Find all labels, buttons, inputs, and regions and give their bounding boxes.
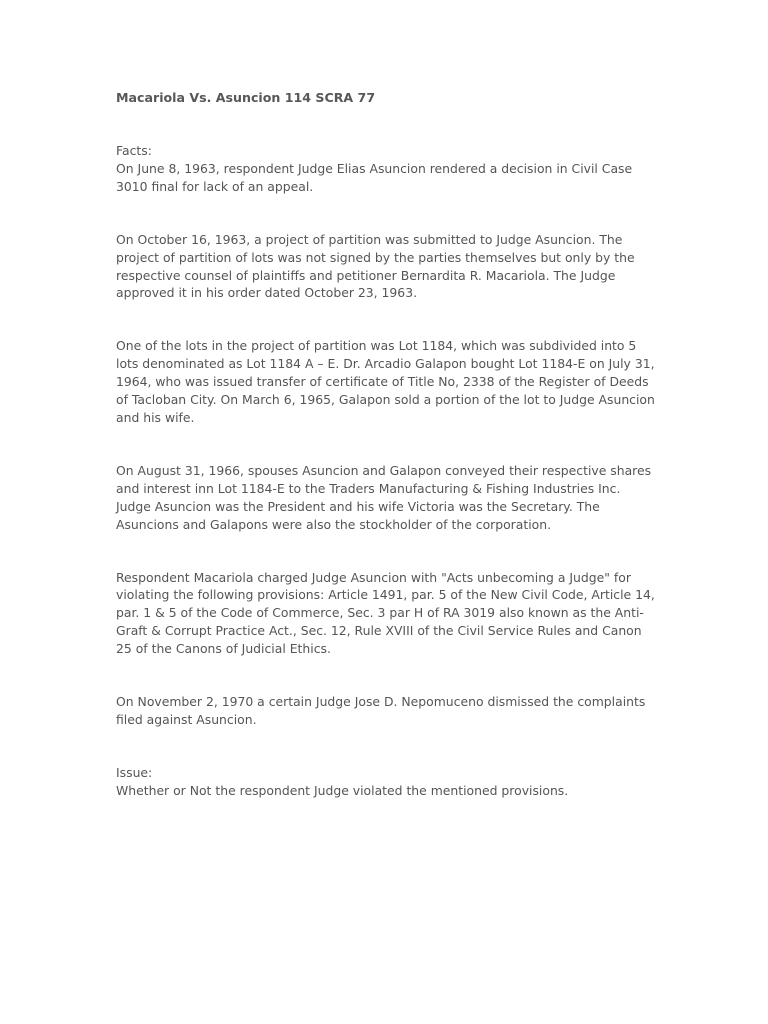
paragraph-6: On November 2, 1970 a certain Judge Jose D. Nepomuceno dismissed the complaints filed against Asuncion. [116, 694, 646, 727]
issue-label: Issue: [116, 764, 153, 780]
issue-section [116, 764, 656, 800]
paragraph-5: Respondent Macariola charged Judge Asuncion with "Acts unbecoming a Judge" for violating the following provisions: Article 1491, par. 5 of the New Civil Code, Article 14, par. 1 & 5 of the Code of Commerce, Sec. 3 par H of RA 3019 also known as the Anti-Graft & Corrupt Practice Act., Sec. 12, Rule XVIII of the Civil Service Rules and Canon 25 of the Canons of Judicial Ethics. [116, 569, 655, 657]
paragraph-4: On August 31, 1966, spouses Asuncion and Galapon conveyed their respective shares and interest inn Lot 1184-E to the Traders Manufacturing & Fishing Industries Inc. Judge Asuncion was the President and his wife Victoria was the Secretary. The Asuncions and Galapons were also the stockholder of the corporation. [116, 462, 652, 532]
issue-text: Whether or Not the respondent Judge violated the mentioned provisions. [116, 782, 569, 798]
document-page [116, 89, 656, 800]
facts-section [116, 142, 656, 196]
paragraph-1: On June 8, 1963, respondent Judge Elias Asuncion rendered a decision in Civil Case 3010 final for lack of an appeal. [116, 160, 633, 194]
document-title: Macariola Vs. Asuncion 114 SCRA 77 [116, 90, 376, 105]
facts-label: Facts: [116, 143, 152, 158]
paragraph-2: On October 16, 1963, a project of partition was submitted to Judge Asuncion. The project of partition of lots was not signed by the parties themselves but only by the respective counsel of plaintiffs and petitioner Bernardita R. Macariola. The Judge approved it in his order dated October 23, 1963. [116, 231, 635, 301]
paragraph-3: One of the lots in the project of partition was Lot 1184, which was subdivided into 5 lots denominated as Lot 1184 A – E. Dr. Arcadio Galapon bought Lot 1184-E on July 31, 1964, who was issued transfer of certificate of Title No, 2338 of the Register of Deeds of Tacloban City. On March 6, 1965, Galapon sold a portion of the lot to Judge Asuncion and his wife. [116, 338, 655, 425]
